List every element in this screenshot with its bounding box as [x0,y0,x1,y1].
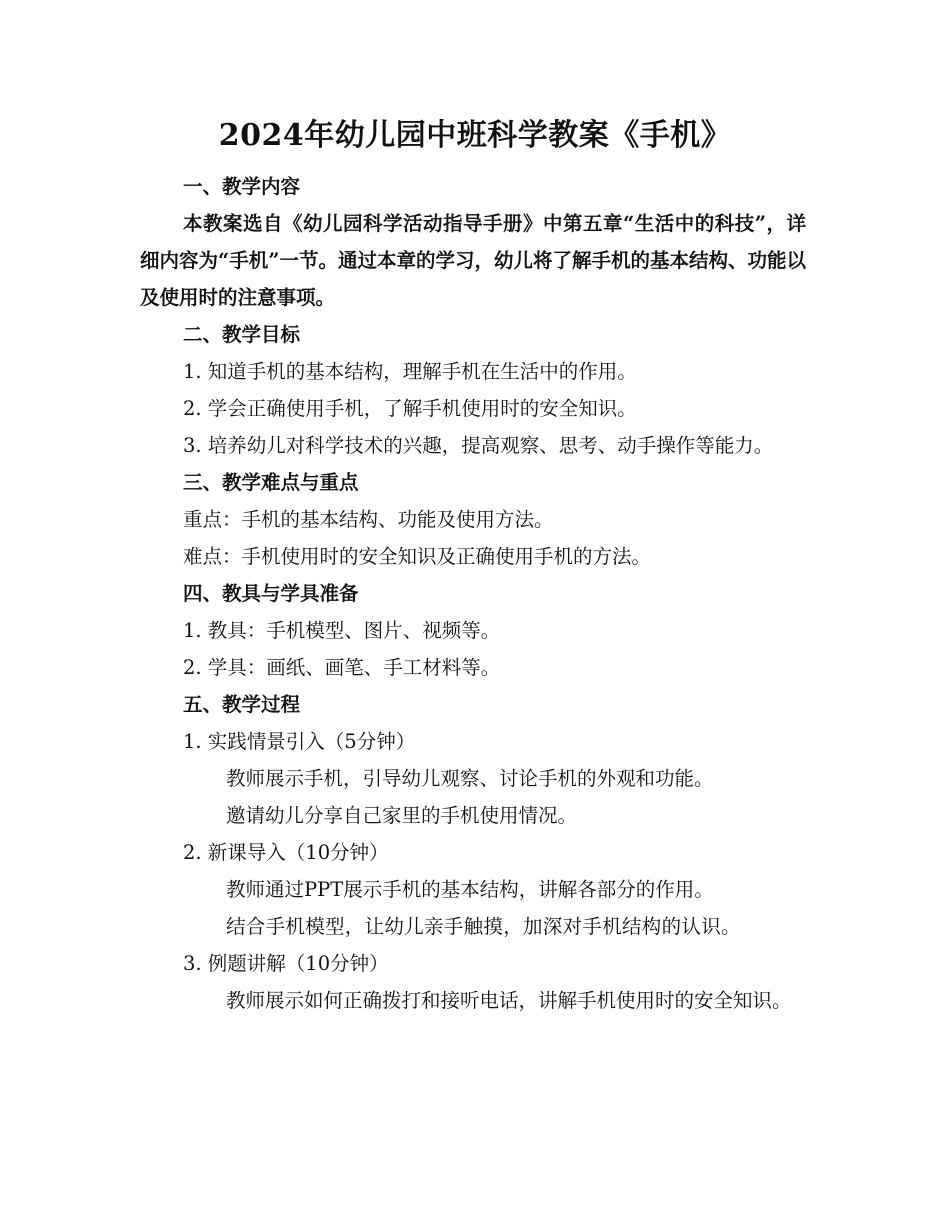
content-paragraph: 本教案选自《幼儿园科学活动指导手册》中第五章“生活中的科技”，详细内容为“手机”一节。通过本章的学习，幼儿将了解手机的基本结构、功能以及使用时的注意事项。 [140,212,806,309]
difficulty-point: 难点：手机使用时的安全知识及正确使用手机的方法。 [183,545,652,568]
process-detail: 教师展示手机，引导幼儿观察、讨论手机的外观和功能。 [226,767,714,790]
process-step: 2. 新课导入（10分钟） [183,841,389,864]
process-detail: 教师通过PPT展示手机的基本结构，讲解各部分的作用。 [226,878,714,901]
key-point: 重点：手机的基本结构、功能及使用方法。 [183,508,554,531]
section-heading-process: 五、教学过程 [183,693,301,716]
objective-item: 3. 培养幼儿对科学技术的兴趣，提高观察、思考、动手操作等能力。 [183,434,774,457]
process-step: 1. 实践情景引入（5分钟） [183,730,416,753]
objective-item: 2. 学会正确使用手机，了解手机使用时的安全知识。 [183,397,637,420]
section-heading-key-points: 三、教学难点与重点 [183,471,359,494]
process-detail: 邀请幼儿分享自己家里的手机使用情况。 [226,804,578,827]
material-item: 1. 教具：手机模型、图片、视频等。 [183,619,501,642]
process-step: 3. 例题讲解（10分钟） [183,952,389,975]
section-heading-materials: 四、教具与学具准备 [183,582,359,605]
document-title: 2024年幼儿园中班科学教案《手机》 [218,118,732,153]
document-body [140,168,806,1019]
process-detail: 结合手机模型，让幼儿亲手触摸，加深对手机结构的认识。 [226,915,741,938]
section-heading-objectives: 二、教学目标 [183,323,301,346]
section-heading-content: 一、教学内容 [183,175,301,198]
process-detail: 教师展示如何正确拨打和接听电话，讲解手机使用时的安全知识。 [226,989,792,1012]
objective-item: 1. 知道手机的基本结构，理解手机在生活中的作用。 [183,360,637,383]
material-item: 2. 学具：画纸、画笔、手工材料等。 [183,656,501,679]
